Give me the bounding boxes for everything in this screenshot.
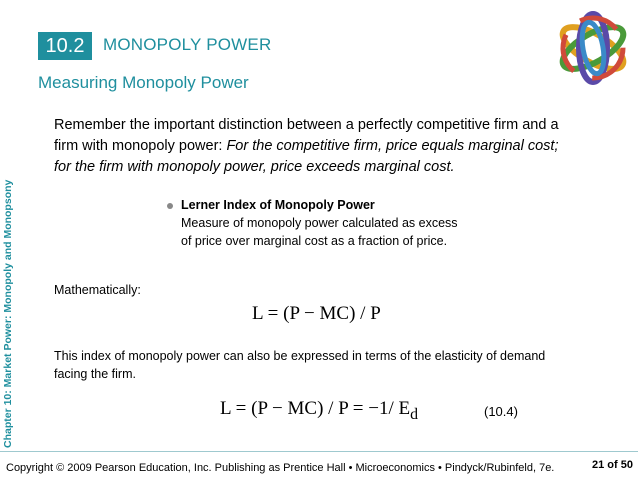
elasticity-equation-subscript: d	[410, 405, 419, 423]
intro-text: Remember the important distinction between a perfectly competitive firm and a firm with monopoly power:	[54, 117, 559, 154]
lerner-equation: L = (P − MC) / P	[252, 303, 381, 324]
intro-paragraph	[54, 115, 574, 178]
lerner-index-bullet	[167, 196, 467, 250]
math-label: Mathematically:	[54, 283, 141, 297]
chapter-label: Chapter 10: Market Power: Monopoly and Monopsony	[2, 179, 14, 448]
intro-emphasis: For the competitive firm, price equals marginal cost; for the firm with monopoly power, price exceeds marginal cost.	[54, 138, 559, 175]
bullet-title: Lerner Index of Monopoly Power	[181, 198, 375, 212]
elasticity-note: This index of monopoly power can also be expressed in terms of the elasticity of demand facing the firm.	[54, 349, 546, 381]
section-number-badge: 10.2	[38, 32, 92, 60]
section-title: MONOPOLY POWER	[103, 35, 272, 54]
page-counter: 21 of 50	[592, 459, 633, 471]
interlocking-rings-logo	[545, 0, 638, 102]
slide-subtitle: Measuring Monopoly Power	[38, 73, 249, 92]
elasticity-equation-main: L = (P − MC) / P = −1/ E	[220, 398, 411, 419]
bullet-dot-icon	[167, 203, 173, 209]
equation-number: (10.4)	[484, 404, 518, 419]
copyright-footer: Copyright © 2009 Pearson Education, Inc. Publishing as Prentice Hall • Microeconomics • Pindyck/Rubinfeld, 7e.	[6, 462, 555, 474]
elasticity-equation	[220, 398, 418, 424]
footer-divider	[0, 451, 638, 452]
bullet-description: Measure of monopoly power calculated as excess of price over marginal cost as a fraction of price.	[181, 216, 458, 248]
